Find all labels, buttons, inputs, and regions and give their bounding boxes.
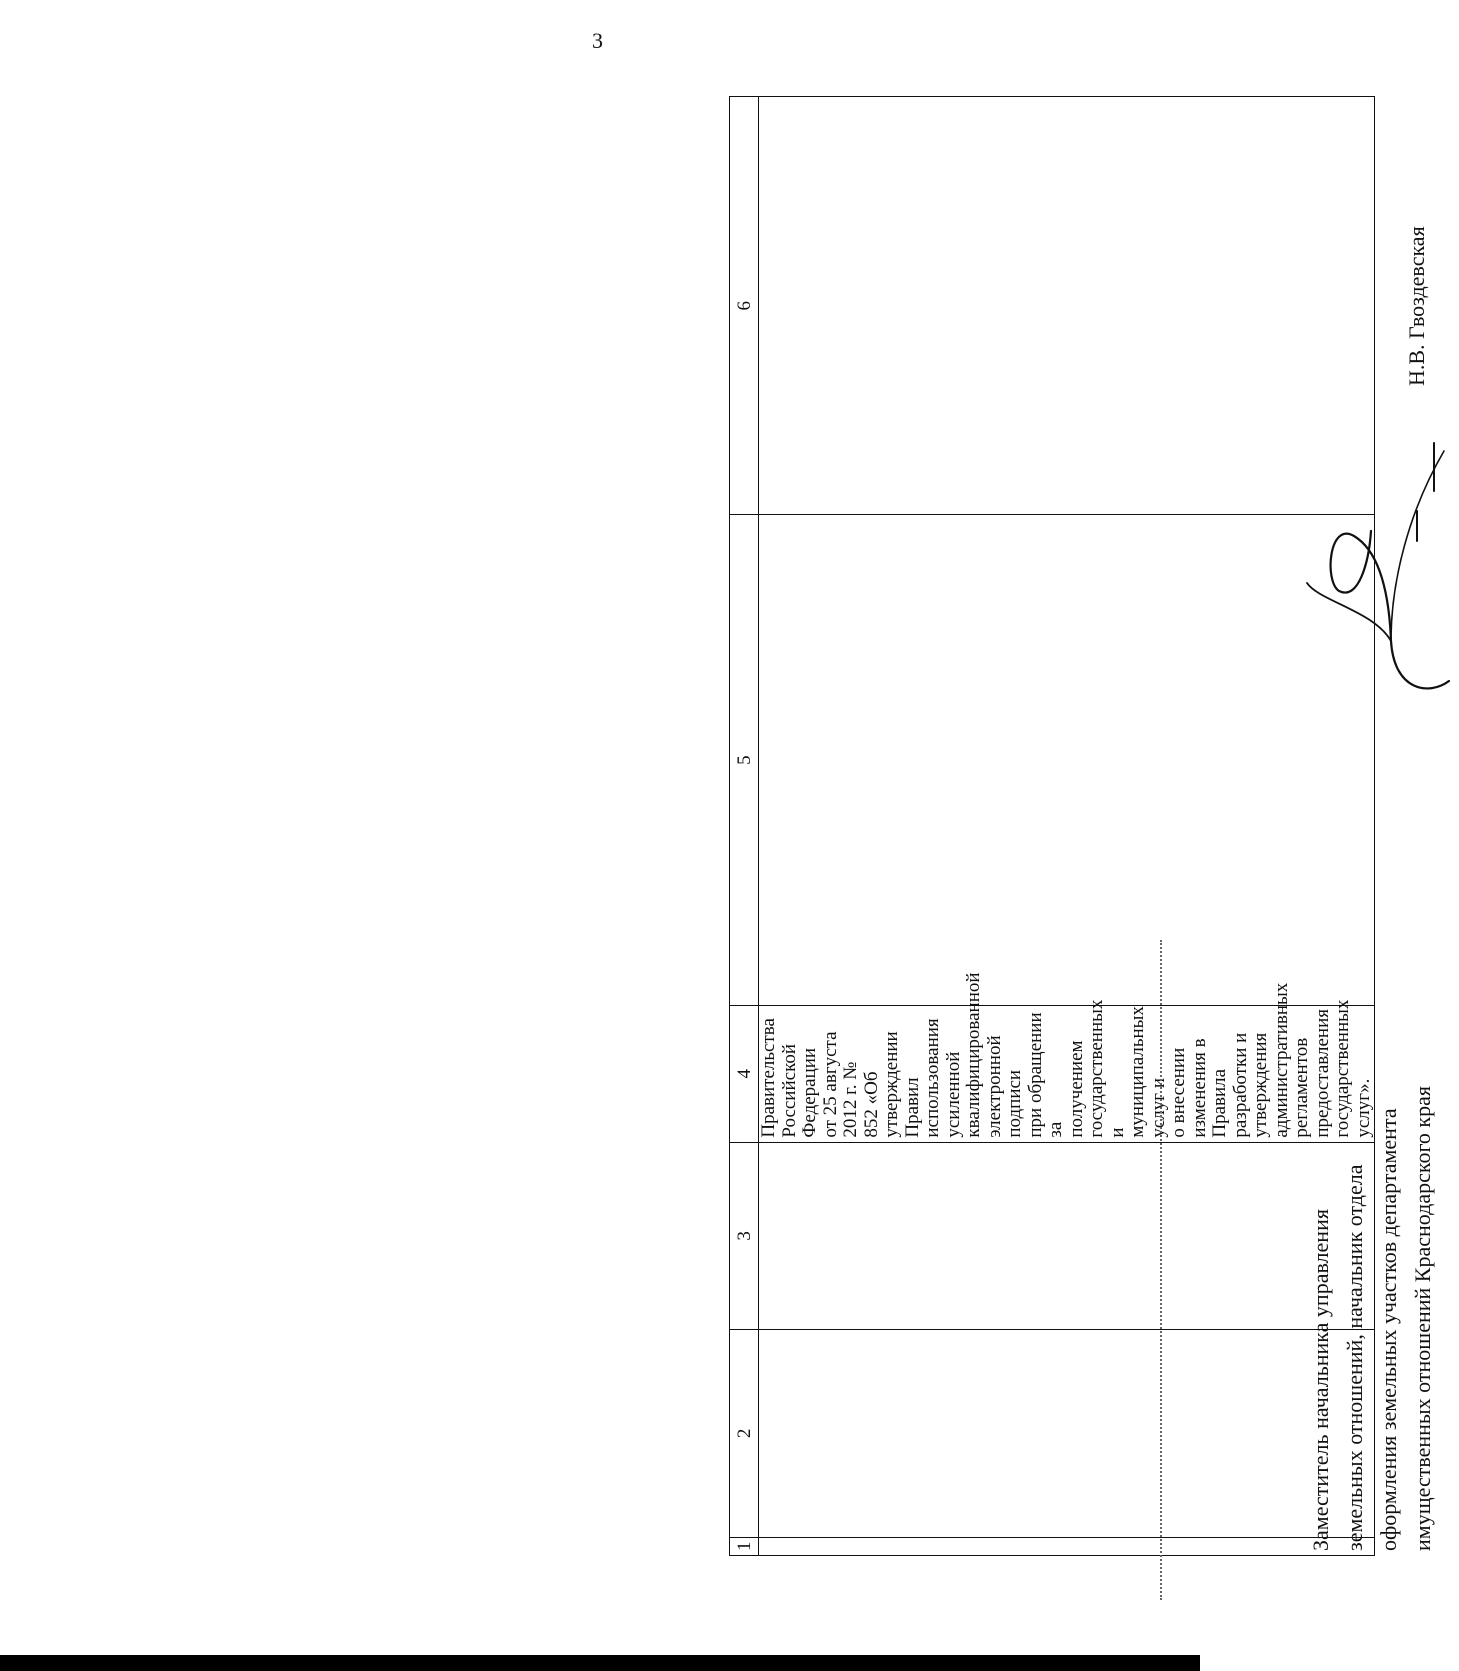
table-row	[759, 97, 1375, 1556]
column-number-1: 1	[730, 1537, 759, 1555]
table-cell-6	[759, 97, 1375, 515]
table-header-row	[730, 97, 759, 1556]
table-cell-4: Правительства Российской Федерации от 25 августа 2012 г. № 852 «Об утверждении Правил использования усиленной квалифицированной электронной подписи при обращении за получением государственных и муниципальных услуг и о внесении изменения в Правила разработки и утверждения административных регламентов предоставления государственных услуг».	[759, 1005, 1375, 1142]
document-table	[729, 96, 1375, 1556]
page-number: 3	[592, 28, 603, 53]
handwritten-signature	[1299, 441, 1459, 701]
rotated-content	[729, 96, 1435, 1556]
table-cell-5	[759, 515, 1375, 1005]
column-number-2: 2	[730, 1330, 759, 1538]
table-cell-3	[759, 1142, 1375, 1329]
column-number-3: 3	[730, 1142, 759, 1329]
scan-bottom-edge	[0, 1655, 1200, 1671]
column-number-6: 6	[730, 97, 759, 515]
signer-title: Заместитель начальника управления земельных отношений, начальник отдела оформления земельных участков департамента имущественных отношений Краснодарского края	[1308, 1086, 1435, 1551]
table-cell-1	[759, 1537, 1375, 1555]
signer-name: Н.В. Гвоздевская	[1404, 226, 1429, 386]
scan-edge-line	[1160, 940, 1162, 1600]
table-cell-2	[759, 1330, 1375, 1538]
column-number-5: 5	[730, 515, 759, 1005]
column-number-4: 4	[730, 1005, 759, 1142]
